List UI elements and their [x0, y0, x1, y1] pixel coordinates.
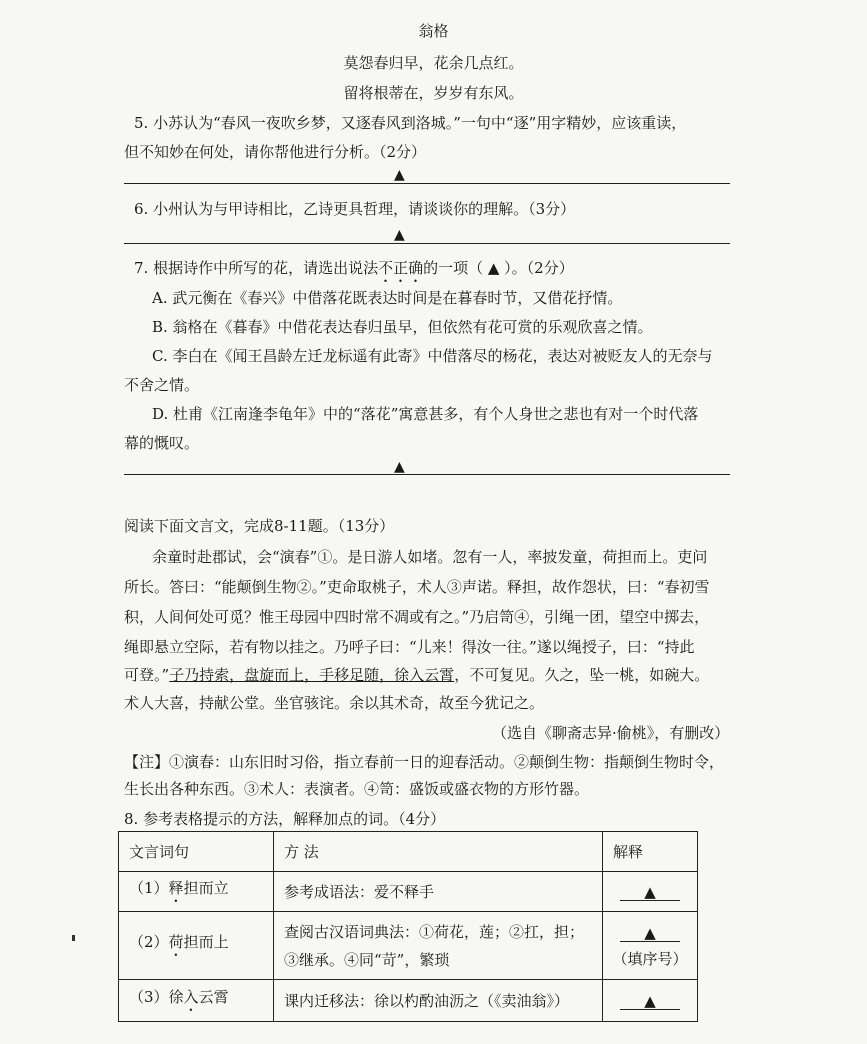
- question-5-line-1: 5. 小苏认为“春风一夜吹乡梦，又逐春风到洛城。”一句中“逐”用字精妙，应该重读，: [134, 114, 687, 132]
- table-header: 解释: [603, 832, 698, 872]
- phrase-prefix: （1）: [129, 879, 169, 897]
- note-line-1: 【注】①演春：山东旧时习俗，指立春前一日的迎春活动。②颠倒生物：指颠倒生物时令，: [124, 753, 725, 771]
- question-6: 6. 小州认为与甲诗相比，乙诗更具哲理，请谈谈你的理解。（3分）: [134, 200, 576, 218]
- passage-line-5-end: ，不可复见。久之，坠一桃，如碗大。: [454, 666, 710, 684]
- option-d-line-2: 幕的慨叹。: [124, 434, 200, 452]
- phrase-prefix: （3）徐: [129, 988, 184, 1006]
- question-7-prefix: 7. 根据诗作中所写的花，请选出说法: [134, 259, 379, 277]
- passage-line-5-start: 可登。”: [124, 666, 170, 684]
- answer-blank[interactable]: ▲: [620, 925, 680, 942]
- dotted-word: 荷: [168, 933, 184, 951]
- option-c-line-2: 不舍之情。: [124, 376, 200, 394]
- table-cell-phrase: [119, 980, 274, 1022]
- table-cell-method: 参考成语法：爱不释手: [274, 872, 603, 912]
- table-header: 文言词句: [119, 832, 274, 872]
- question-7: [134, 257, 574, 286]
- method-line-2: ③继承。④同“苛”，繁琐: [284, 950, 450, 969]
- phrase-suffix: 担而上: [183, 933, 229, 951]
- option-c-line-1: C. 李白在《闻王昌龄左迁龙标遥有此寄》中借落尽的杨花，表达对被贬友人的无奈与: [152, 347, 713, 365]
- table-cell-method: [274, 912, 603, 980]
- option-b: B. 翁格在《暮春》中借花表达春归虽早，但依然有花可赏的乐观欣喜之情。: [152, 318, 653, 336]
- poem-author: 翁格: [418, 22, 449, 40]
- question-5-line-2: 但不知妙在何处，请你帮他进行分析。（2分）: [124, 143, 427, 161]
- vocab-table: [118, 831, 698, 1022]
- table-row: [119, 980, 698, 1022]
- note-line-2: 生长出各种东西。③术人：表演者。④笥：盛饭或盛衣物的方形竹器。: [124, 780, 590, 798]
- answer-line[interactable]: [124, 474, 730, 475]
- answer-hint: （填序号）: [612, 949, 688, 968]
- answer-triangle-icon: ▲: [394, 167, 405, 183]
- option-a: A. 武元衡在《春兴》中借落花既表达时间是在暮春时节，又借花抒情。: [152, 289, 623, 307]
- phrase-suffix: 云霄: [198, 988, 229, 1006]
- phrase-suffix: 担而立: [183, 879, 229, 897]
- answer-triangle-icon: ▲: [394, 227, 405, 243]
- answer-line[interactable]: [124, 183, 730, 184]
- passage-line-4: 绳即悬立空际，若有物以挂之。乃呼子曰：“儿来！得汝一往。”遂以绳授子，曰：“持此: [124, 638, 695, 656]
- question-8: 8. 参考表格提示的方法，解释加点的词。（4分）: [124, 810, 446, 828]
- table-cell-phrase: [119, 872, 274, 912]
- table-header: 方 法: [274, 832, 603, 872]
- answer-blank[interactable]: ▲: [620, 884, 680, 901]
- method-line-1: 查阅古汉语词典法：①荷花，莲；②扛，担；: [284, 922, 585, 941]
- underlined-sentence: 子乃持索，盘旋而上，手移足随，徐入云霄: [169, 666, 455, 684]
- answer-line[interactable]: [124, 243, 730, 244]
- passage-source: （选自《聊斋志异·偷桃》，有删改）: [492, 724, 730, 742]
- poem-line-2: 留将根蒂在，岁岁有东风。: [343, 84, 524, 102]
- table-row: [119, 912, 698, 980]
- option-d-line-1: D. 杜甫《江南逢李龟年》中的“落花”寓意甚多，有个人身世之悲也有对一个时代落: [152, 405, 699, 423]
- table-cell-phrase: [119, 912, 274, 980]
- passage-line-3: 积，人间何处可觅？惟王母园中四时常不凋或有之。”乃启笥④，引绳一团，望空中掷去，: [124, 608, 710, 626]
- answer-blank[interactable]: ▲: [620, 993, 680, 1010]
- table-cell-answer[interactable]: [603, 872, 698, 912]
- question-7-emphasis: 不正确: [378, 259, 424, 277]
- table-cell-answer[interactable]: [603, 980, 698, 1022]
- table-cell-answer[interactable]: [603, 912, 698, 980]
- passage-line-5: [124, 664, 709, 685]
- passage-line-6: 术人大喜，持献公堂。坐官骇诧。余以其术奇，故至今犹记之。: [124, 694, 545, 712]
- classical-intro: 阅读下面文言文，完成8-11题。（13分）: [124, 517, 395, 535]
- poem-line-1: 莫怨春归早，花余几点红。: [343, 54, 524, 72]
- answer-triangle-icon: ▲: [394, 459, 405, 475]
- table-row: [119, 872, 698, 912]
- passage-line-2: 所长。答曰：“能颠倒生物②。”吏命取桃子，术人③声诺。释担，故作怨状，曰：“春初雪: [124, 578, 710, 596]
- passage-line-1: 余童时赴郡试，会“演春”①。是日游人如堵。忽有一人，率披发童，荷担而上。吏问: [152, 548, 708, 566]
- table-cell-method: 课内迁移法：徐以杓酌油沥之（《卖油翁》）: [274, 980, 603, 1022]
- table-header-row: [119, 832, 698, 872]
- phrase-prefix: （2）: [129, 933, 169, 951]
- dotted-word: 入: [183, 988, 199, 1006]
- dotted-word: 释: [168, 879, 184, 897]
- question-7-suffix: 的一项（ ▲ ）。（2分）: [423, 259, 574, 277]
- scan-mark: [72, 935, 75, 941]
